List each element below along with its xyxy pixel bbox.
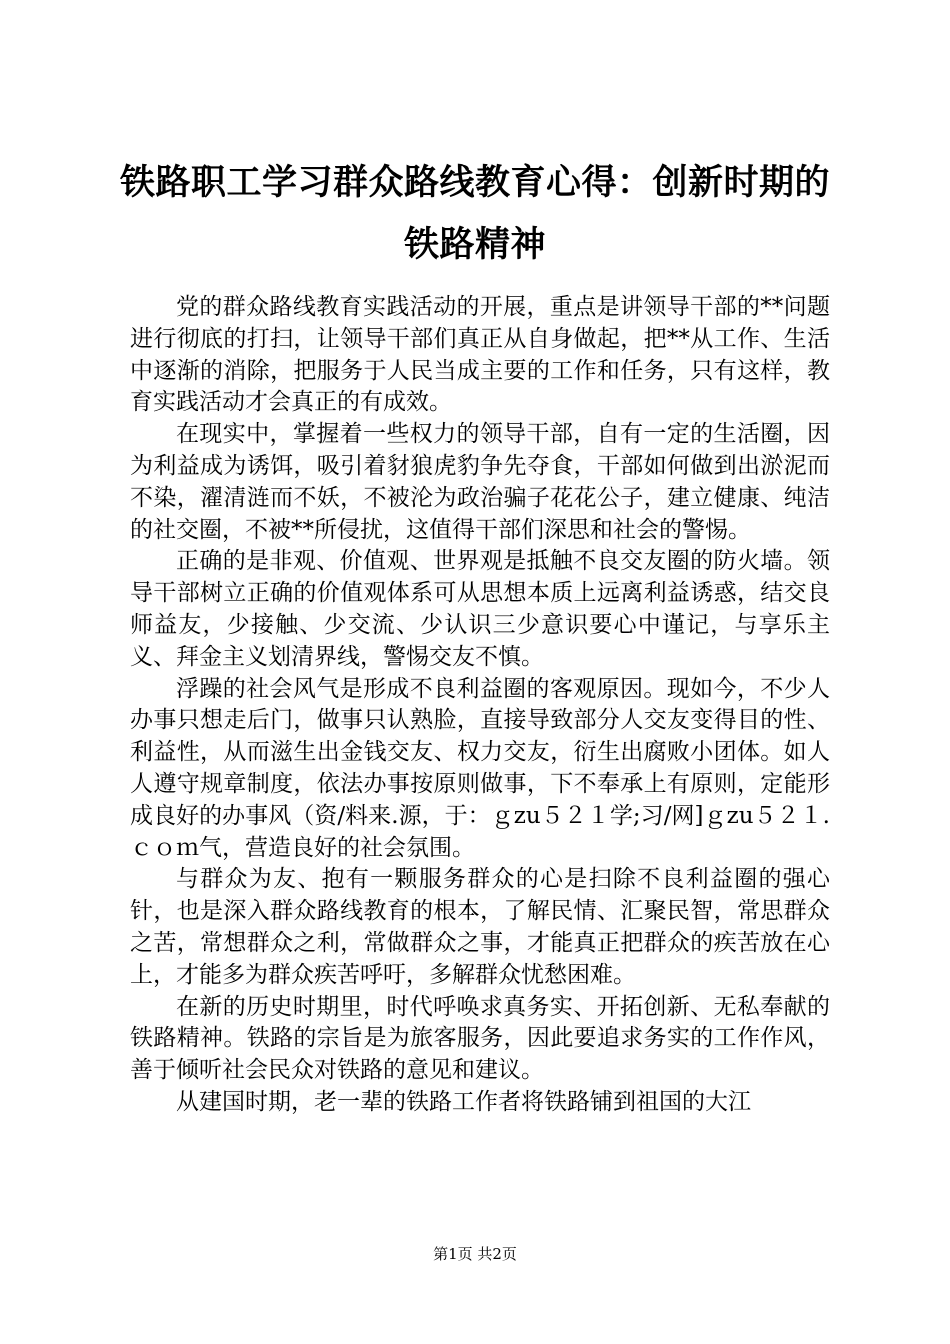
document-title: [110, 152, 840, 276]
paragraph-5: 与群众为友、抱有一颗服务群众的心是扫除不良利益圈的强心针，也是深入群众路线教育的根本，了解民情、汇聚民智，常思群众之苦，常想群众之利，常做群众之事，才能真正把群众的疾苦放在心上，才能多为群众疾苦呼吁，多解群众忧愁困难。: [130, 866, 830, 988]
page-number-footer: 第1页 共2页: [433, 1245, 517, 1263]
paragraph-2: 在现实中，掌握着一些权力的领导干部，自有一定的生活圈，因为利益成为诱饵，吸引着豺狼虎豹争先夺食，干部如何做到出淤泥而不染，濯清涟而不妖，不被沦为政治骗子花花公子，建立健康、纯洁的社交圈，不被**所侵扰，这值得干部们深思和社会的警惕。: [130, 421, 830, 543]
title-line-2: 铁路精神: [403, 225, 546, 265]
document-body: [130, 292, 830, 1119]
title-line-1: 铁路职工学习群众路线教育心得：创新时期的: [119, 163, 830, 203]
paragraph-7: 从建国时期，老一辈的铁路工作者将铁路铺到祖国的大江: [176, 1088, 751, 1115]
paragraph-1: 党的群众路线教育实践活动的开展，重点是讲领导干部的**问题进行彻底的打扫，让领导干部们真正从自身做起，把**从工作、生活中逐渐的消除，把服务于人民当成主要的工作和任务，只有这样，教育实践活动才会真正的有成效。: [130, 294, 830, 416]
paragraph-4: 浮躁的社会风气是形成不良利益圈的客观原因。现如今，不少人办事只想走后门，做事只认熟脸，直接导致部分人交友变得目的性、利益性，从而滋生出金钱交友、权力交友，衍生出腐败小团体。如人人遵守规章制度，依法办事按原则做事，下不奉承上有原则，定能形成良好的办事风（资/料来.源，于：ｇzu５２１学;习/网]ｇzu５２１.ｃｏｍ气，营造良好的社会氛围。: [130, 675, 830, 861]
paragraph-3: 正确的是非观、价值观、世界观是抵触不良交友圈的防火墙。领导干部树立正确的价值观体系可从思想本质上远离利益诱惑，结交良师益友，少接触、少交流、少认识三少意识要心中谨记，与享乐主义、拜金主义划清界线，警惕交友不慎。: [130, 548, 830, 670]
paragraph-6: 在新的历史时期里，时代呼唤求真务实、开拓创新、无私奉献的铁路精神。铁路的宗旨是为旅客服务，因此要追求务实的工作作风，善于倾听社会民众对铁路的意见和建议。: [130, 993, 830, 1084]
